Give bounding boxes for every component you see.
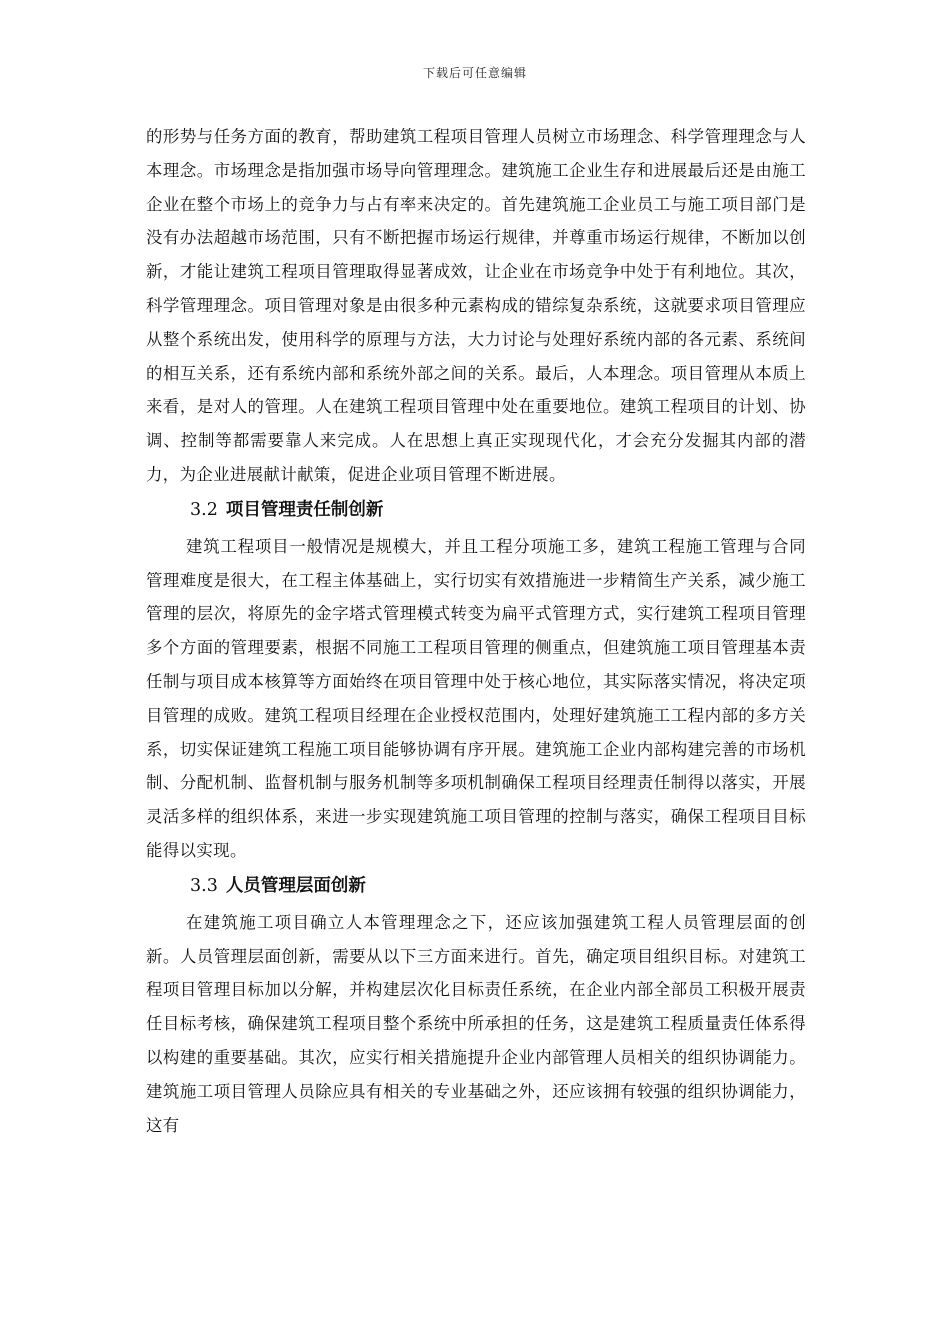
section-number: 3.3 <box>190 875 218 896</box>
paragraph-responsibility-system: 建筑工程项目一般情况是规模大，并且工程分项施工多，建筑工程施工管理与合同管理难度是很大，在工程主体基础上，实行切实有效措施进一步精简生产关系，减少施工管理的层次，将原先的金字塔式管理模式转变为扁平式管理方式，实行建筑工程项目管理多个方面的管理要素，根据不同施工工程项目管理的侧重点，但建筑施工项目管理基本责任制与项目成本核算等方面始终在项目管理中处于核心地位，其实际落实情况，将决定项目管理的成败。建筑工程项目经理在企业授权范围内，处理好建筑施工工程内部的多方关系，切实保证建筑工程施工项目能够协调有序开展。建筑施工企业内部构建完善的市场机制、分配机制、监督机制与服务机制等多项机制确保工程项目经理责任制得以落实，开展灵活多样的组织体系，来进一步实现建筑施工项目管理的控制与落实，确保工程项目目标能得以实现。 <box>146 536 806 860</box>
section-heading-3-2 <box>146 494 806 527</box>
page-header: 下载后可任意编辑 <box>422 66 527 80</box>
section-title: 人员管理层面创新 <box>225 875 366 896</box>
document-body <box>146 120 806 1142</box>
section-heading-3-3 <box>146 870 806 903</box>
paragraph-market-concept: 的形势与任务方面的教育，帮助建筑工程项目管理人员树立市场理念、科学管理理念与人本理念。市场理念是指加强市场导向管理理念。建筑施工企业生存和进展最后还是由施工企业在整个市场上的竞争力与占有率来决定的。首先建筑施工企业员工与施工项目部门是没有办法超越市场范围，只有不断把握市场运行规律，并尊重市场运行规律，不断加以创新，才能让建筑工程项目管理取得显著成效，让企业在市场竞争中处于有利地位。其次，科学管理理念。项目管理对象是由很多种元素构成的错综复杂系统，这就要求项目管理应从整个系统出发，使用科学的原理与方法，大力讨论与处理好系统内部的各元素、系统间的相互关系，还有系统内部和系统外部之间的关系。最后，人本理念。项目管理从本质上来看，是对人的管理。人在建筑工程项目管理中处在重要地位。建筑工程项目的计划、协调、控制等都需要靠人来完成。人在思想上真正实现现代化，才会充分发掘其内部的潜力，为企业进展献计献策，促进企业项目管理不断进展。 <box>146 127 806 484</box>
section-number: 3.2 <box>190 499 218 520</box>
section-title: 项目管理责任制创新 <box>225 499 384 520</box>
paragraph-personnel-management: 在建筑施工项目确立人本管理理念之下，还应该加强建筑工程人员管理层面的创新。人员管理层面创新，需要从以下三方面来进行。首先，确定项目组织目标。对建筑工程项目管理目标加以分解，并构建层次化目标责任系统，在企业内部全部员工积极开展责任目标考核，确保建筑工程项目整个系统中所承担的任务，这是建筑工程质量责任体系得以构建的重要基础。其次，应实行相关措施提升企业内部管理人员相关的组织协调能力。建筑施工项目管理人员除应具有相关的专业基础之外，还应该拥有较强的组织协调能力，这有 <box>146 912 806 1135</box>
